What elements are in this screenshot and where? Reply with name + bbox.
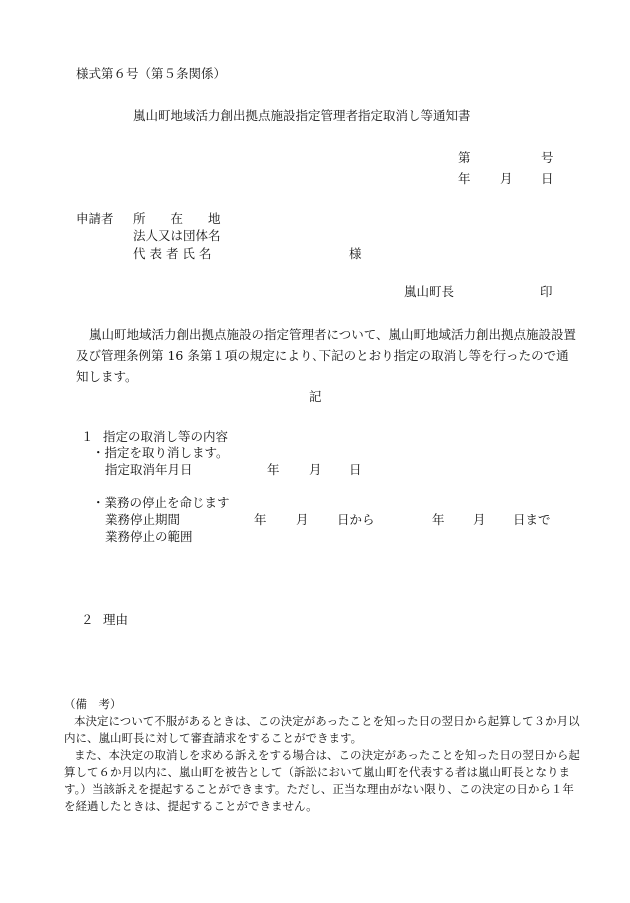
issuer-name: 嵐山町長 [404,284,455,299]
org-name-label: 法人又は団体名 [133,228,221,243]
number-suffix: 号 [541,150,554,165]
section2-number: ２ [81,612,94,627]
honorific: 様 [349,246,362,261]
section1-number: １ [81,429,94,444]
cancel-date-label: 指定取消年月日 [105,462,193,477]
remarks-paragraph-2: また、本決定の取消しを求める訴えをする場合は、この決定があったことを知った日の翌日から起算して６か月以内に、嵐山町を被告として（訴訟において嵐山町を代表する者は嵐山町長となります。）当該訴えを提起することができます。ただし、正当な理由がない限り、この決定の日から１年を経過したときは、提起することができません。 [64,748,580,813]
number-prefix: 第 [458,150,471,165]
suspend-to-year: 年 [432,512,445,527]
cancel-day: 日 [349,462,362,477]
section2-title: 理由 [103,612,129,627]
date-year: 年 [458,171,471,186]
suspend-from-year: 年 [254,512,267,527]
cancel-month: 月 [309,462,322,477]
body-paragraph: 嵐山町地域活力創出拠点施設の指定管理者について、嵐山町地域活力創出拠点施設設置及び管理条例第 16 条第１項の規定により､下記のとおり指定の取消し等を行ったので通知します。 [76,327,577,384]
suspend-period-label: 業務停止期間 [105,512,181,527]
remarks-paragraph-1: 本決定について不服があるときは、この決定があったことを知った日の翌日から起算して３か月以内に、嵐山町長に対して審査請求をすることができます。 [64,714,580,745]
seal-mark: 印 [540,284,553,299]
document-title: 嵐山町地域活力創出拠点施設指定管理者指定取消し等通知書 [133,108,471,123]
suspend-until-label: 日まで [513,512,551,527]
form-label: 様式第６号（第５条関係） [76,66,227,81]
applicant-label: 申請者 [76,211,114,226]
representative-label: 代 表 者 氏 名 [133,246,212,261]
address-label: 所 在 地 [133,211,221,226]
section1-title: 指定の取消し等の内容 [103,429,229,444]
ki-heading: 記 [309,389,322,404]
suspend-from-label: 日から [337,512,375,527]
suspend-bullet: ・業務の停止を命じます [92,495,230,510]
suspend-scope-label: 業務停止の範囲 [105,529,193,544]
cancel-year: 年 [267,462,280,477]
date-month: 月 [500,171,513,186]
remarks-heading: （備 考） [64,697,122,711]
cancel-bullet: ・指定を取り消します。 [92,445,229,460]
suspend-to-month: 月 [473,512,486,527]
date-day: 日 [541,171,554,186]
suspend-from-month: 月 [296,512,309,527]
